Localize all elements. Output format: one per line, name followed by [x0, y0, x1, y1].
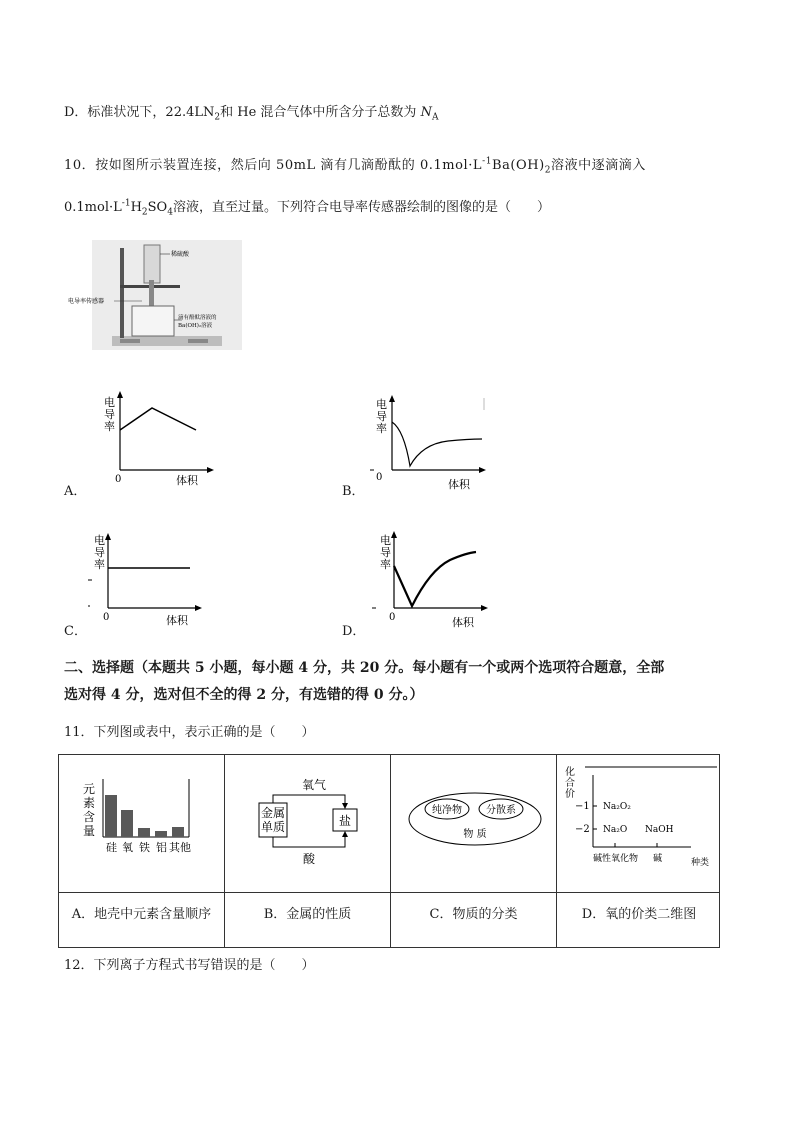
label-metal-1: 金属: [261, 806, 286, 820]
y-arrow: [389, 395, 395, 402]
ylabel-2: 导: [376, 410, 387, 423]
curve-a: [120, 408, 196, 430]
stand-rod: [120, 248, 124, 338]
label-dilute-acid: 稀硫酸: [171, 251, 190, 258]
question-9-option-d: D．标准状况下，$22.4LN_2$和 He 混合气体中所含分子总数为 $N_A$: [64, 105, 439, 123]
label-sensor: 电导率传感器: [68, 298, 105, 305]
xtick-oxygen: 氧: [122, 841, 133, 854]
label-oxygen: 氧气: [302, 778, 327, 792]
bar-silicon: [105, 795, 117, 837]
xtick-silicon: 硅: [106, 841, 117, 854]
ylabel-3: 率: [376, 422, 387, 435]
xlabel: 体积: [452, 616, 474, 629]
option-a-label: A．: [64, 484, 87, 499]
label-metal-2: 单质: [261, 820, 286, 834]
label-substance: 物 质: [463, 829, 487, 840]
xlabel-category: 种类: [691, 858, 710, 868]
ylabel-2: 导: [380, 546, 391, 559]
arrow-bottom: [273, 834, 345, 847]
xtick-aluminium: 铝: [156, 841, 167, 854]
ylabel-1: 电: [380, 534, 391, 547]
y-arrow: [105, 533, 111, 540]
cell-c-diagram: [405, 789, 545, 859]
xtick-other: 其他: [169, 841, 191, 854]
bar-iron: [138, 828, 150, 837]
graph-option-d: [370, 530, 494, 629]
x-arrow: [481, 605, 488, 611]
xlabel: 体积: [166, 614, 188, 627]
ylabel-1: 元: [83, 782, 96, 796]
xtick-base: 碱: [653, 854, 663, 864]
caption-b: B．金属的性质: [263, 907, 352, 922]
x-arrow: [479, 467, 486, 473]
arrow-top: [273, 795, 345, 806]
cell-b-diagram: [247, 773, 377, 883]
point-na2o2: Na₂O₂: [603, 802, 631, 812]
xlabel: 体积: [448, 478, 470, 491]
ylabel-2: 合: [565, 778, 575, 789]
ylabel-2: 导: [94, 546, 105, 559]
tick-minus-2: −2: [575, 824, 590, 835]
point-naoh: NaOH: [645, 825, 674, 835]
caption-c: C．物质的分类: [429, 907, 518, 922]
xtick-basic-oxide: 碱性氧化物: [593, 854, 639, 864]
xlabel: 体积: [176, 474, 198, 487]
ylabel-1: 电: [94, 534, 105, 547]
label-salt: 盐: [339, 814, 352, 828]
ylabel-3: 率: [380, 558, 391, 571]
curve-b: [392, 422, 482, 466]
label-acid: 酸: [303, 852, 316, 866]
y-arrow: [117, 391, 123, 398]
xtick-iron: 铁: [139, 841, 150, 854]
tick-minus-1: −1: [575, 801, 590, 812]
q11-table: [58, 754, 720, 948]
caption-d: D．氧的价类二维图: [581, 907, 697, 922]
burette: [144, 245, 160, 283]
ylabel-1: 电: [104, 396, 115, 409]
label-solution-1: 滴有酚酞溶液的: [178, 315, 217, 321]
option-b-label: B．: [342, 484, 365, 499]
ylabel-3: 率: [94, 558, 105, 571]
bar-aluminium: [155, 831, 167, 837]
y-arrow: [391, 531, 397, 538]
question-12: 12．下列离子方程式书写错误的是（ ）: [64, 958, 315, 973]
label-pure-substance: 纯净物: [432, 805, 462, 816]
bar-oxygen: [121, 810, 133, 837]
ylabel-2: 导: [104, 408, 115, 421]
ylabel-3: 含: [83, 810, 96, 824]
origin-label: 0: [103, 612, 110, 623]
section-2-heading-line-2: 选对得 4 分，选对但不全的得 2 分，有选错的得 0 分。）: [64, 687, 424, 703]
origin-label: 0: [115, 474, 122, 485]
ylabel-2: 素: [83, 796, 96, 810]
graph-option-a: [96, 388, 220, 487]
question-10-line-2: $0.1mol\cdot L^{-1}H_2SO_4$溶液，直至过量。下列符合电导率传感器绘制的图像的是（ ）: [64, 198, 550, 218]
label-solution-2: Ba(OH)₂溶液: [178, 323, 213, 329]
ylabel-1: 化: [565, 767, 575, 778]
option-d-label: D．: [342, 624, 366, 639]
section-2-heading-line-1: 二、选择题（本题共 5 小题，每小题 4 分，共 20 分。每小题有一个或两个选项符合题意，全部: [64, 660, 665, 676]
bar-other: [172, 827, 184, 837]
x-arrow: [195, 605, 202, 611]
origin-label: 0: [389, 612, 396, 623]
ylabel-1: 电: [376, 398, 387, 411]
caption-a: A．地壳中元素含量顺序: [71, 907, 212, 922]
apparatus-photo: [68, 240, 242, 350]
ylabel-3: 率: [104, 420, 115, 433]
ylabel-4: 量: [83, 824, 96, 838]
point-na2o: Na₂O: [603, 825, 628, 835]
label-dispersion-system: 分散系: [486, 805, 516, 816]
x-arrow: [207, 467, 214, 473]
question-10-line-1: 10．按如图所示装置连接，然后向 50mL 滴有几滴酚酞的 $0.1mol\cdot L^{-1}Ba(OH)_2$溶液中逐滴滴入: [64, 156, 646, 176]
graph-option-b: [368, 394, 492, 490]
option-c-label: C．: [64, 624, 87, 639]
graph-option-c: [84, 532, 208, 628]
question-11: 11．下列图或表中，表示正确的是（ ）: [64, 725, 315, 740]
curve-d: [394, 552, 476, 606]
cell-a-bar-chart: [77, 775, 217, 885]
ylabel-3: 价: [565, 789, 575, 800]
beaker: [132, 306, 174, 336]
cell-d-diagram: [563, 761, 719, 881]
origin-label: 0: [376, 472, 383, 483]
